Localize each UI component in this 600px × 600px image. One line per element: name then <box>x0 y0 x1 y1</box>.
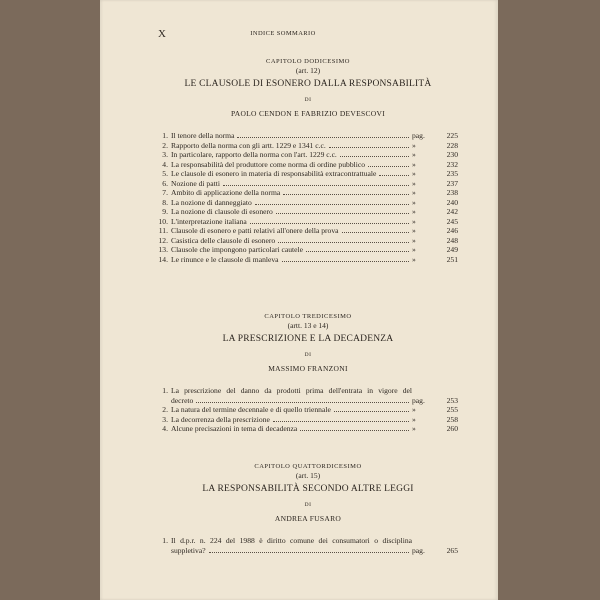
toc-entry-page-ref: » <box>412 150 416 159</box>
toc-entry-page-ref: pag. <box>412 131 425 140</box>
toc-entry-title: Alcune precisazioni in tema di decadenza <box>171 424 298 433</box>
toc-entry-title-continued: suppletiva? <box>171 545 206 555</box>
chapter-label: CAPITOLO QUATTORDICESIMO <box>254 463 362 470</box>
dot-leader <box>278 236 409 243</box>
toc-entry-page: 265 <box>446 545 458 555</box>
toc-entry-title: Clausole che impongono particolari cautele <box>171 245 304 254</box>
toc-entry-page-ref: pag. <box>412 545 425 555</box>
dot-leader <box>250 217 409 224</box>
toc-entry-page-ref: » <box>412 207 416 216</box>
toc-entry-number: 3. <box>162 414 168 424</box>
toc-entry <box>158 141 458 151</box>
toc-entry <box>158 424 458 434</box>
toc-entry-page: 232 <box>446 159 458 169</box>
toc-entry-page: 251 <box>446 254 458 264</box>
chapter-label: CAPITOLO DODICESIMO <box>266 58 350 65</box>
toc-entry-title: Le rinunce e le clausole di manleva <box>171 254 279 264</box>
dot-leader <box>329 141 409 148</box>
chapter-articles: (art. 15) <box>295 471 321 480</box>
toc-entry-title: Ambito di applicazione della norma <box>171 188 281 197</box>
toc-entry-number: 1. <box>162 386 168 395</box>
chapter-articles: (artt. 13 e 14) <box>287 321 329 330</box>
toc-entry-title: La responsabilità del produttore come norma di ordine pubblico <box>171 159 366 169</box>
toc-entry-number: 1. <box>162 131 168 140</box>
page-header <box>158 28 408 42</box>
chapter-label: CAPITOLO TREDICESIMO <box>264 313 352 320</box>
toc-entry-title: La decorrenza della prescrizione <box>171 414 270 424</box>
toc-list <box>158 386 458 434</box>
toc-entry-page-ref: » <box>412 216 416 226</box>
toc-list <box>158 536 458 555</box>
toc-entry-title-continued: decreto <box>171 395 194 405</box>
toc-entry-page: 258 <box>446 414 458 424</box>
chapter-authors: MASSIMO FRANZONI <box>268 364 348 373</box>
toc-entry-page-ref: » <box>412 197 416 207</box>
toc-entry-title: Nozione di patti <box>171 178 220 188</box>
dot-leader <box>209 546 409 553</box>
chapter-14 <box>158 462 458 555</box>
dot-leader <box>276 207 409 214</box>
toc-entry-number: 2. <box>162 405 168 414</box>
dot-leader <box>223 179 409 186</box>
toc-list <box>158 131 458 264</box>
dot-leader <box>334 405 409 412</box>
toc-entry-number: 2. <box>162 140 168 150</box>
toc-entry-page: 249 <box>446 245 458 254</box>
chapter-title: LA PRESCRIZIONE E LA DECADENZA <box>222 334 394 344</box>
toc-entry-page: 240 <box>446 197 458 207</box>
dot-leader <box>342 226 409 233</box>
toc-entry-page: 235 <box>446 169 458 178</box>
toc-entry-title: La nozione di clausole di esonero <box>171 207 273 216</box>
chapter-authors: ANDREA FUSARO <box>274 514 342 523</box>
chapter-di: DI <box>304 97 312 103</box>
toc-entry-number: 11. <box>158 226 168 235</box>
toc-entry-page: 237 <box>446 178 458 188</box>
dot-leader <box>379 169 409 176</box>
toc-entry-number: 8. <box>162 197 168 207</box>
toc-entry <box>158 386 458 405</box>
toc-entry-page: 255 <box>446 405 458 414</box>
toc-entry-title: In particolare, rapporto della norma con l'art. 1229 c.c. <box>171 150 337 159</box>
dot-leader <box>255 198 409 205</box>
toc-entry-page-ref: » <box>412 405 416 414</box>
toc-entry-page: 230 <box>446 150 458 159</box>
chapter-di: DI <box>304 352 312 358</box>
toc-entry-title: La nozione di danneggiato <box>171 197 252 207</box>
dot-leader <box>300 424 409 431</box>
toc-entry-number: 4. <box>162 424 168 433</box>
toc-entry <box>158 245 458 255</box>
toc-entry-number: 1. <box>162 536 168 545</box>
toc-entry-page: 225 <box>446 131 458 140</box>
toc-entry-number: 3. <box>162 150 168 159</box>
toc-entry-title: Clausole di esonero e patti relativi all'onere della prova <box>171 226 339 235</box>
toc-entry <box>158 160 458 170</box>
toc-entry-number: 9. <box>162 207 168 216</box>
toc-entry <box>158 536 458 555</box>
toc-entry-title: Le clausole di esonero in materia di responsabilità extracontrattuale <box>171 169 377 178</box>
toc-entry-title: Il d.p.r. n. 224 del 1988 è diritto comune dei consumatori o disciplina <box>171 536 412 545</box>
toc-entry <box>158 169 458 179</box>
toc-entry-title: Il tenore della norma <box>171 131 235 140</box>
toc-entry-title: L'interpretazione italiana <box>171 216 247 226</box>
dot-leader <box>196 396 409 403</box>
toc-entry-title: La prescrizione del danno da prodotti prima dell'entrata in vigore del <box>171 386 412 395</box>
toc-entry-page-ref: » <box>412 178 416 188</box>
toc-entry-number: 4. <box>162 159 168 169</box>
dot-leader <box>368 160 409 167</box>
toc-entry-page-ref: » <box>412 414 416 424</box>
dot-leader <box>340 150 409 157</box>
toc-entry-page-ref: » <box>412 159 416 169</box>
toc-entry-page-ref: » <box>412 235 416 245</box>
dot-leader <box>273 415 409 422</box>
toc-entry <box>158 255 458 265</box>
toc-entry-page: 248 <box>446 235 458 245</box>
dot-leader <box>282 255 409 262</box>
chapter-12 <box>158 57 458 264</box>
toc-entry <box>158 207 458 217</box>
toc-entry-page-ref: pag. <box>412 395 425 405</box>
toc-entry <box>158 236 458 246</box>
toc-entry-page: 228 <box>446 140 458 150</box>
toc-entry-page: 238 <box>446 188 458 197</box>
toc-entry <box>158 188 458 198</box>
toc-entry <box>158 179 458 189</box>
toc-entry-title: Casistica delle clausole di esonero <box>171 235 276 245</box>
toc-entry <box>158 405 458 415</box>
dot-leader <box>283 188 409 195</box>
toc-entry-number: 14. <box>158 254 168 264</box>
toc-entry-page: 260 <box>446 424 458 433</box>
toc-entry-number: 10. <box>158 216 168 226</box>
toc-entry <box>158 217 458 227</box>
dot-leader <box>237 131 409 138</box>
chapter-13 <box>158 312 458 434</box>
toc-entry-page: 246 <box>446 226 458 235</box>
toc-entry <box>158 226 458 236</box>
toc-entry-page-ref: » <box>412 140 416 150</box>
dot-leader <box>306 245 409 252</box>
book-page <box>100 0 498 600</box>
toc-entry-number: 6. <box>162 178 168 188</box>
toc-entry-number: 13. <box>158 245 168 254</box>
chapter-authors: PAOLO CENDON E FABRIZIO DEVESCOVI <box>230 109 386 118</box>
toc-entry-page-ref: » <box>412 188 416 197</box>
toc-entry-number: 5. <box>162 169 168 178</box>
toc-entry-page-ref: » <box>412 424 416 433</box>
chapter-articles: (art. 12) <box>295 66 321 75</box>
toc-entry-title: Rapporto della norma con gli artt. 1229 e 1341 c.c. <box>171 140 326 150</box>
toc-entry-number: 12. <box>158 235 168 245</box>
chapter-di: DI <box>304 502 312 508</box>
toc-entry <box>158 131 458 141</box>
toc-entry <box>158 150 458 160</box>
toc-entry-page-ref: » <box>412 254 416 264</box>
page-number: X <box>158 28 166 40</box>
toc-entry-number: 7. <box>162 188 168 197</box>
toc-entry <box>158 415 458 425</box>
toc-entry <box>158 198 458 208</box>
toc-entry-page: 253 <box>446 395 458 405</box>
running-head: INDICE SOMMARIO <box>250 30 316 37</box>
toc-entry-page-ref: » <box>412 226 416 235</box>
chapter-title: LA RESPONSABILITÀ SECONDO ALTRE LEGGI <box>202 484 414 494</box>
toc-entry-page: 245 <box>446 216 458 226</box>
toc-entry-page-ref: » <box>412 245 416 254</box>
toc-entry-title: La natura del termine decennale e di quello triennale <box>171 405 331 414</box>
chapter-title: LE CLAUSOLE DI ESONERO DALLA RESPONSABILITÀ <box>184 79 432 89</box>
toc-entry-page: 242 <box>446 207 458 216</box>
toc-entry-page-ref: » <box>412 169 416 178</box>
